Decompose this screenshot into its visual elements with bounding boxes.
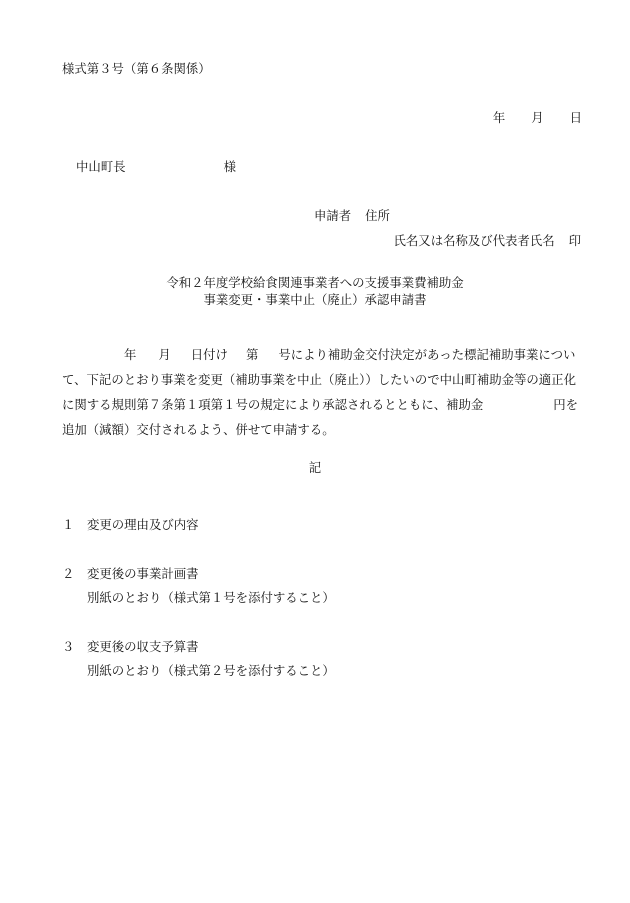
addressee	[76, 161, 236, 173]
applicant-address-label: 住所	[365, 208, 390, 223]
item-3-label: 変更後の収支予算書	[87, 639, 199, 654]
item-3-note: 別紙のとおり（様式第２号を添付すること）	[87, 663, 335, 678]
applicant-name-row	[394, 235, 581, 247]
item-2-label: 変更後の事業計画書	[87, 566, 199, 581]
item-3-number: ３	[62, 639, 75, 654]
ki-heading: 記	[308, 460, 322, 475]
body-dated: 日付け	[190, 347, 228, 362]
document-title-line-2: 事業変更・事業中止（廃止）承認申請書	[203, 292, 427, 307]
body-part-1: 号により補助金交付決定があった標記補助事業について、下記のとおり事業を変更（補助事業を中止（廃止））したいので中山町補助金等の適正化に関する規則第７条第１項第１号の規定により承認されるとともに、補助金	[62, 347, 576, 412]
form-number: 様式第３号（第６条関係）	[62, 61, 211, 76]
body-dai: 第	[245, 347, 259, 362]
item-2-note: 別紙のとおり（様式第１号を添付すること）	[87, 590, 335, 605]
date-day-label: 日	[569, 110, 582, 125]
date-year-label: 年	[492, 110, 506, 125]
applicant-address-row	[314, 210, 390, 222]
addressee-name: 中山町長	[76, 159, 126, 174]
applicant-label: 申請者	[314, 208, 352, 223]
seal-mark: 印	[568, 233, 581, 248]
date-row	[493, 112, 582, 124]
addressee-honorific: 様	[223, 159, 236, 174]
item-2-number: ２	[62, 566, 75, 581]
body-year: 年	[124, 347, 137, 362]
application-body-text	[62, 342, 584, 442]
body-part-2: 円を追加（減額）交付されるよう、併せて申請する。	[62, 397, 579, 437]
applicant-name-label: 氏名又は名称及び代表者氏名	[393, 233, 555, 248]
document-title-line-1: 令和２年度学校給食関連事業者への支援事業費補助金	[166, 275, 464, 290]
date-month-label: 月	[531, 110, 544, 125]
item-1-label: 変更の理由及び内容	[87, 517, 199, 532]
item-1-number: １	[62, 517, 75, 532]
body-month: 月	[158, 347, 171, 362]
